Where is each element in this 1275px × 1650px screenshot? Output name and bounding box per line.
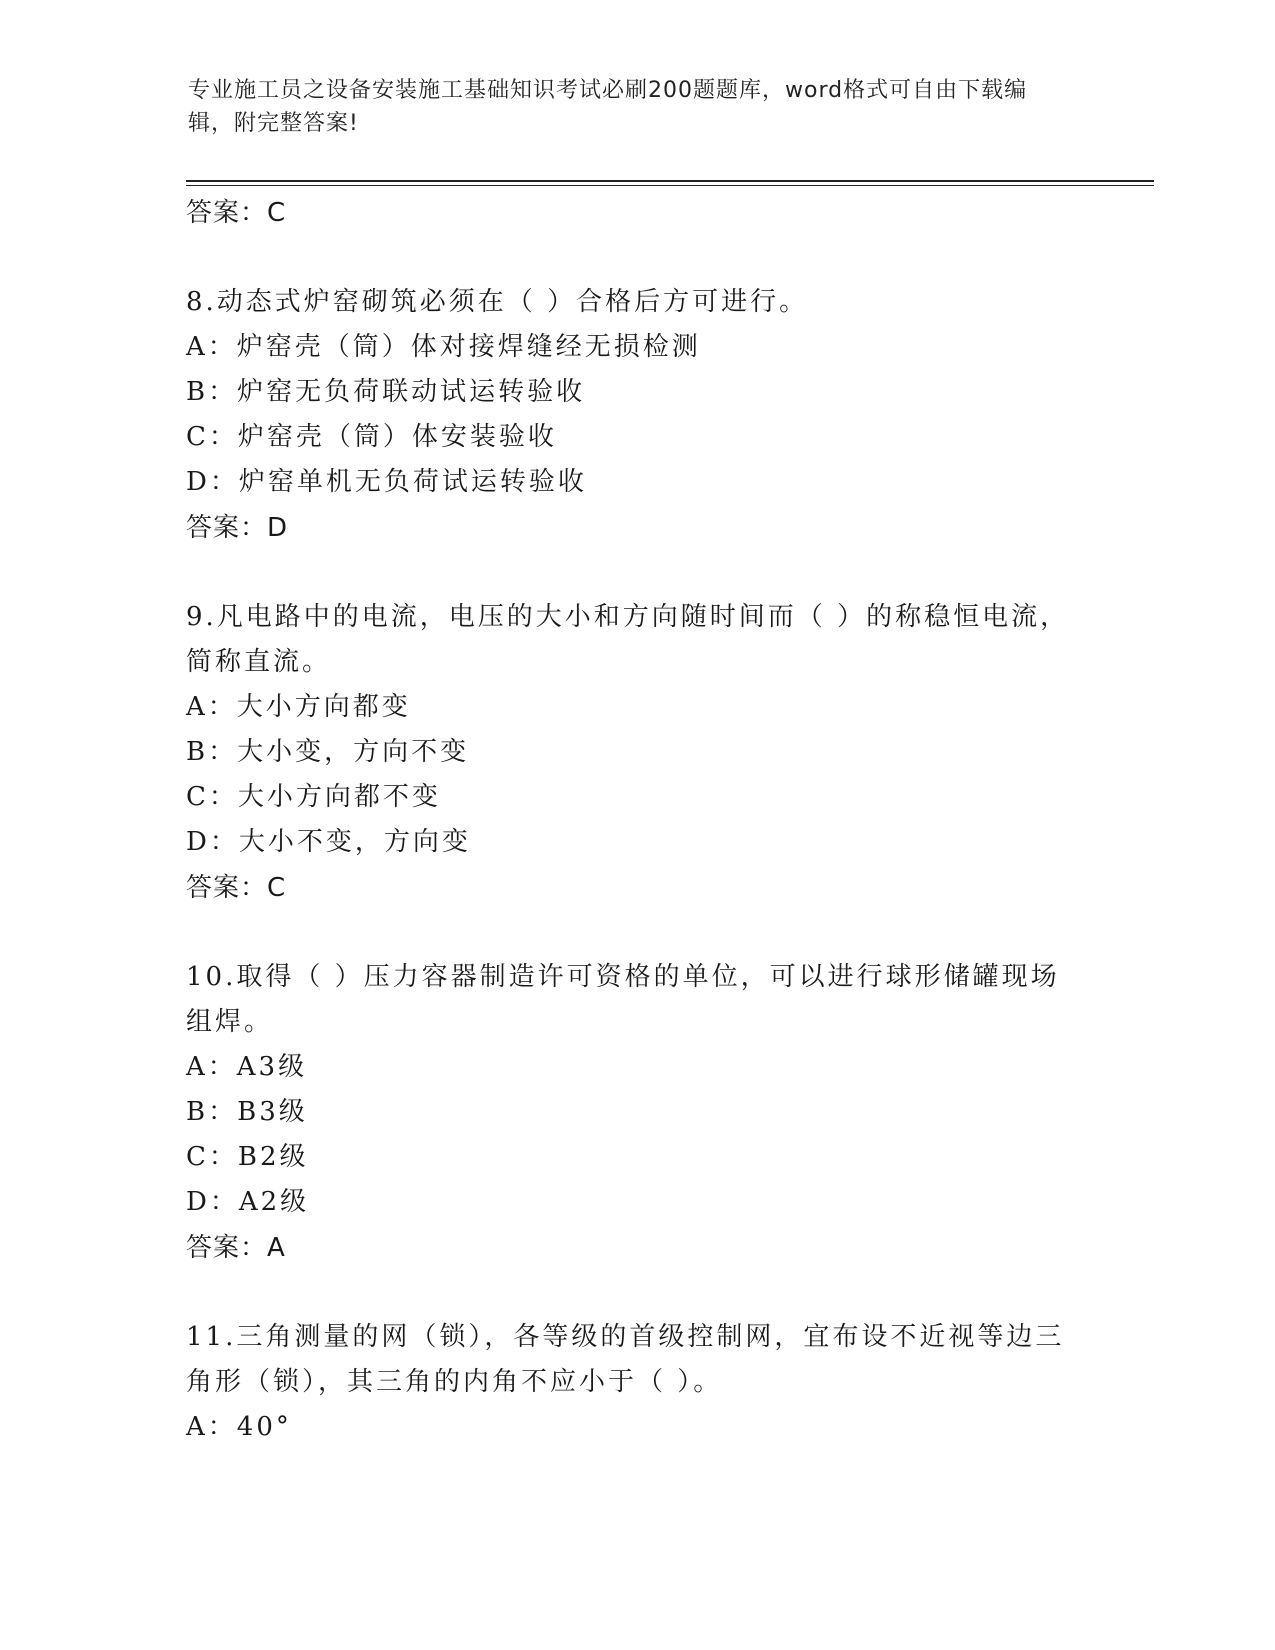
option-b: B：炉窑无负荷联动试运转验收 xyxy=(186,377,586,407)
option-c: C：大小方向都不变 xyxy=(186,782,441,812)
option-a: A：40° xyxy=(186,1412,292,1442)
question-block xyxy=(186,280,1086,551)
question-text: 11.三角测量的网（锁），各等级的首级控制网，宜布设不近视等边三角形（锁），其三角的内角不应小于（ ）。 xyxy=(186,1322,1065,1397)
question-block xyxy=(186,595,1086,911)
option-d: D：大小不变，方向变 xyxy=(186,827,471,857)
question-list xyxy=(186,190,1086,1450)
option-a: A：炉窑壳（筒）体对接焊缝经无损检测 xyxy=(186,332,701,362)
option-a: A：A3级 xyxy=(186,1052,308,1082)
option-b: B：B3级 xyxy=(186,1097,308,1127)
question-text: 8.动态式炉窑砌筑必须在（ ）合格后方可进行。 xyxy=(186,287,809,317)
question-block xyxy=(186,955,1086,1271)
option-c: C：B2级 xyxy=(186,1142,309,1172)
option-d: D：A2级 xyxy=(186,1187,310,1217)
answer: 答案：A xyxy=(186,1233,286,1263)
question-text: 10.取得（ ）压力容器制造许可资格的单位，可以进行球形储罐现场组焊。 xyxy=(186,962,1060,1037)
previous-answer: 答案：C xyxy=(186,198,287,228)
document-header: 专业施工员之设备安装施工基础知识考试必刷200题题库，word格式可自由下载编辑，附完整答案! xyxy=(188,78,1028,136)
header-rule-thin xyxy=(186,185,1154,186)
header-rule-thick xyxy=(186,180,1154,182)
option-b: B：大小变，方向不变 xyxy=(186,737,470,767)
answer: 答案：C xyxy=(186,873,287,903)
question-block xyxy=(186,1315,1086,1450)
option-c: C：炉窑壳（筒）体安装验收 xyxy=(186,422,557,452)
option-d: D：炉窑单机无负荷试运转验收 xyxy=(186,467,587,497)
answer: 答案：D xyxy=(186,513,289,543)
question-text: 9.凡电路中的电流，电压的大小和方向随时间而（ ）的称稳恒电流，简称直流。 xyxy=(186,602,1070,677)
option-a: A：大小方向都变 xyxy=(186,692,411,722)
